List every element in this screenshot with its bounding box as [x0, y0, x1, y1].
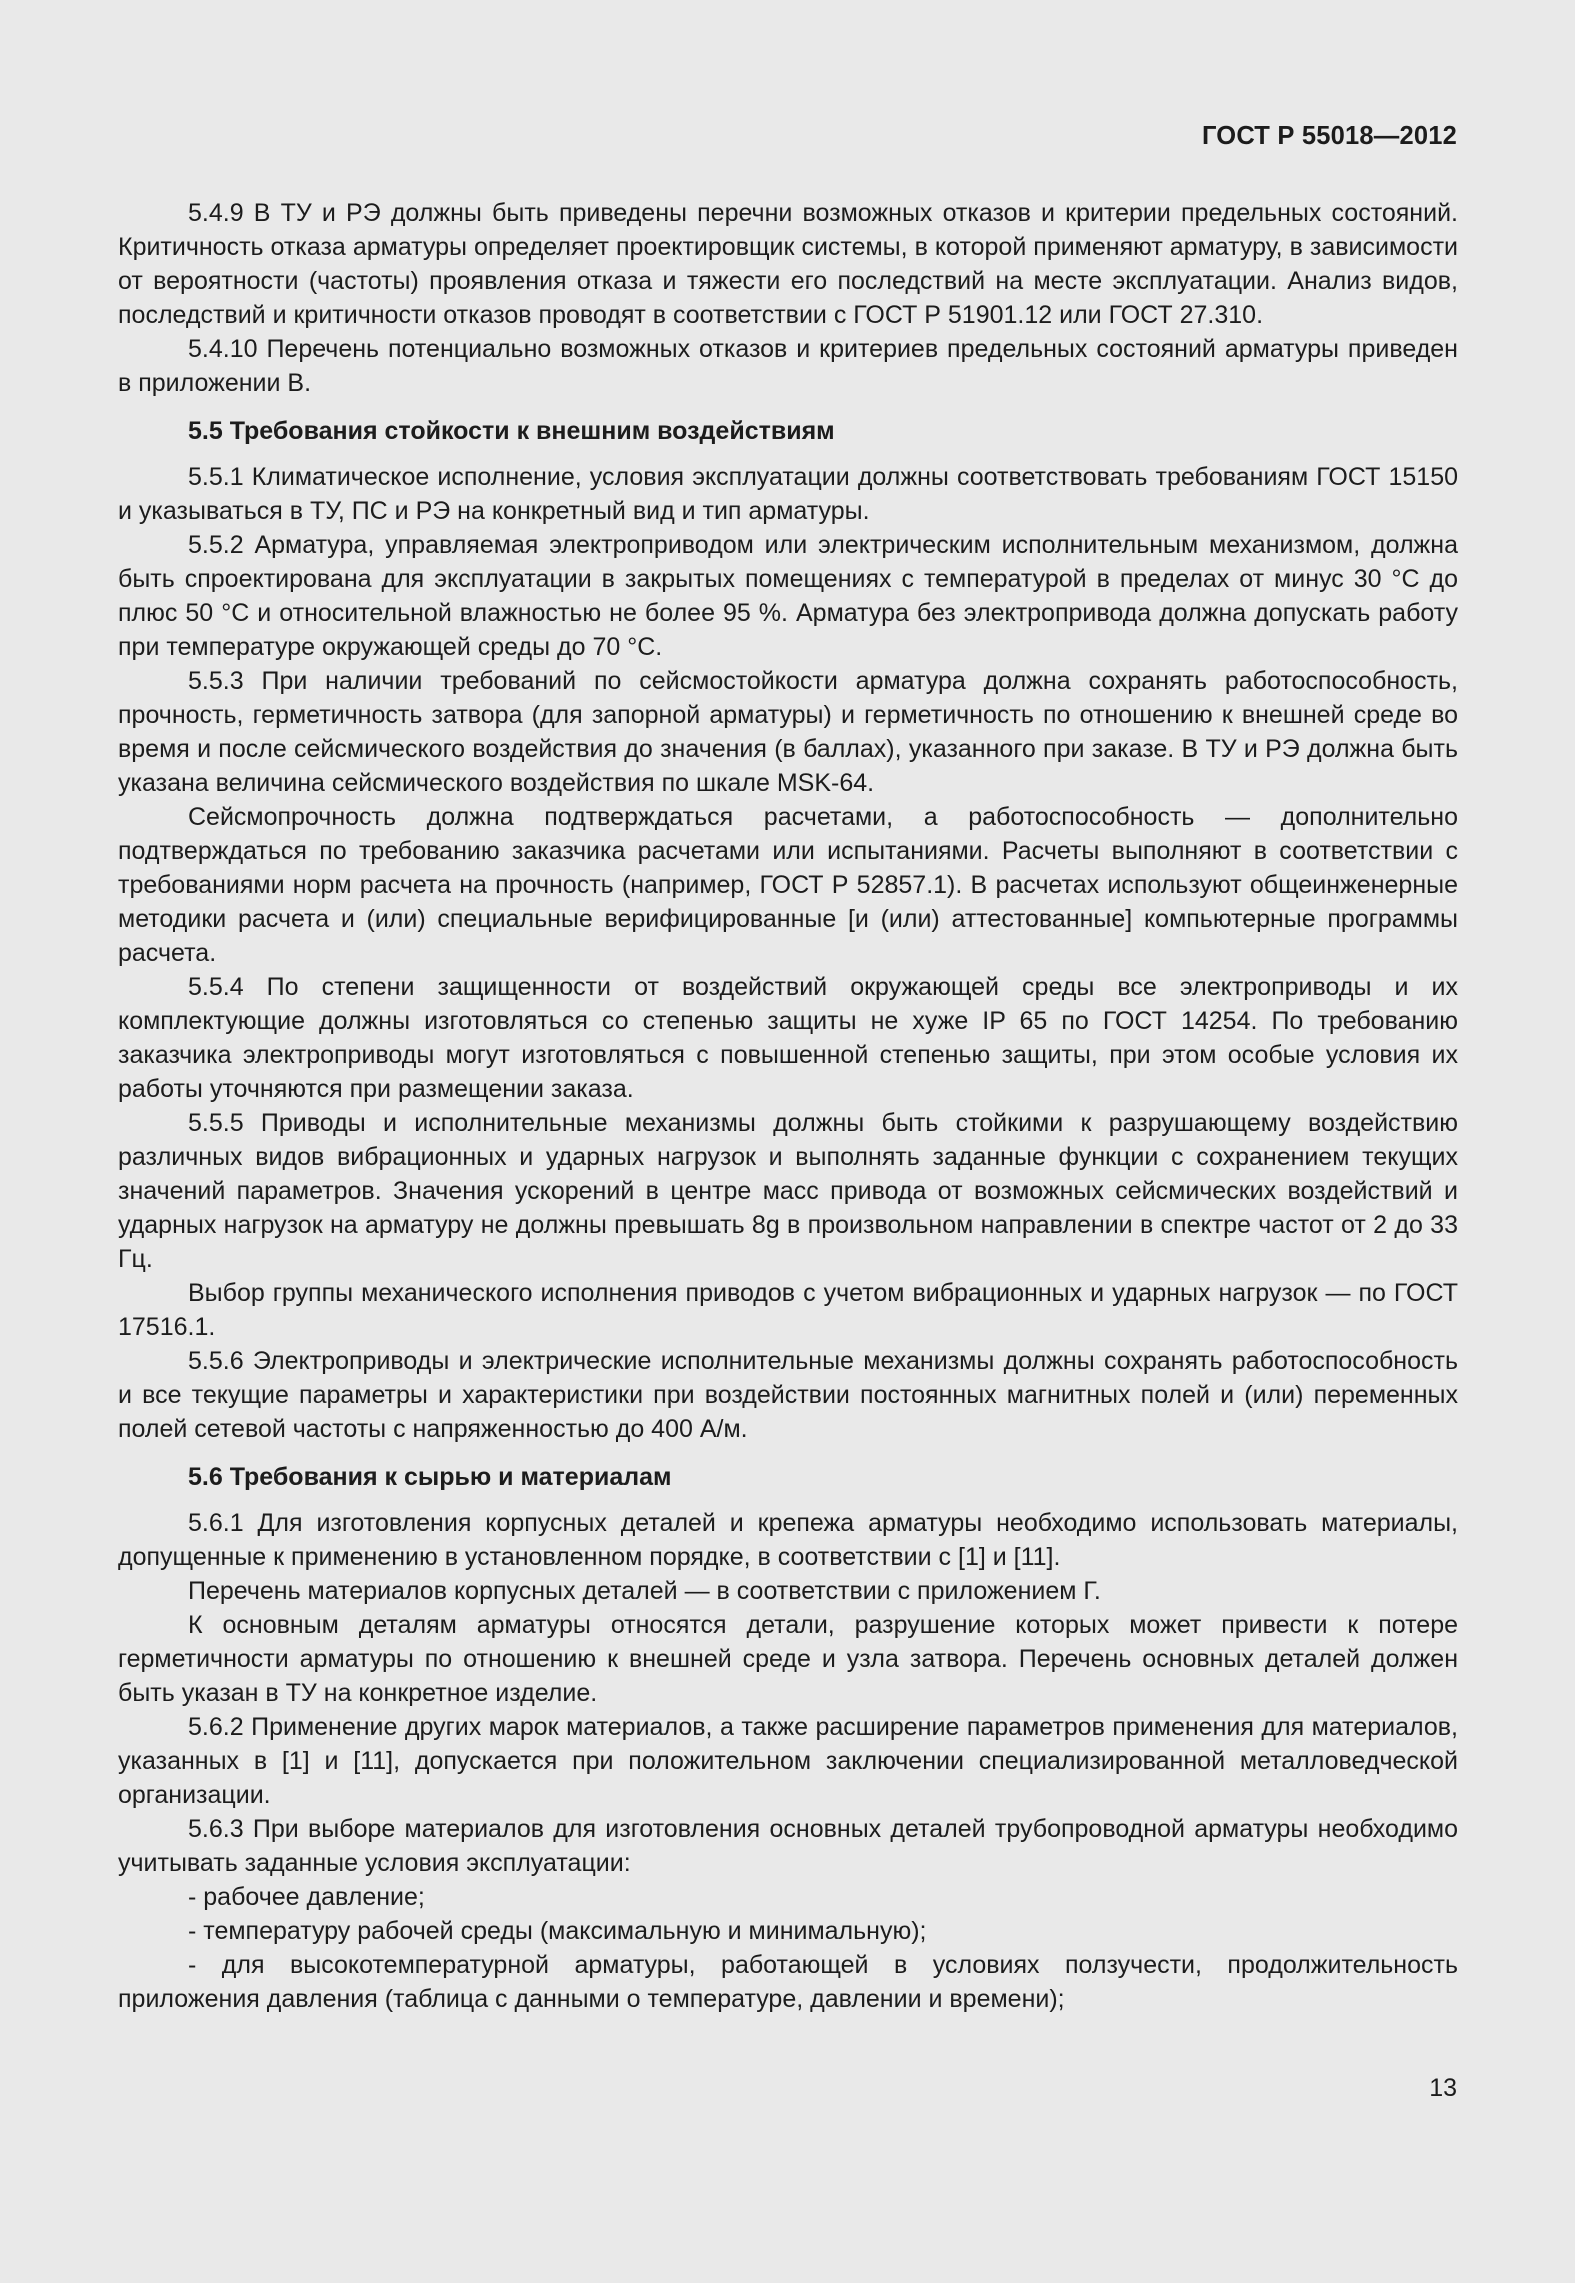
paragraph-5-5-3: 5.5.3 При наличии требований по сейсмостойкости арматура должна сохранять работоспособность, прочность, герметичность затвора (для запорной арматуры) и герметичность по отношению к внешней среде во время и после сейсмического воздействия до значения (в баллах), указанного при заказе. В ТУ и РЭ должна быть указана величина сейсмического воздействия по шкале MSK-64. — [118, 667, 1458, 797]
list-item-pressure: - рабочее давление; — [188, 1883, 425, 1911]
paragraph-mechanical-group: Выбор группы механического исполнения приводов с учетом вибрационных и ударных нагрузок — по ГОСТ 17516.1. — [118, 1279, 1458, 1341]
document-standard-id: ГОСТ Р 55018—2012 — [1201, 122, 1457, 150]
paragraph-5-5-4: 5.5.4 По степени защищенности от воздействий окружающей среды все электроприводы и их комплектующие должны изготовляться со степенью защиты не хуже IP 65 по ГОСТ 14254. По требованию заказчика электроприводы могут изготовляться с повышенной степенью защиты, при этом особые условия их работы уточняются при размещении заказа. — [118, 973, 1458, 1103]
section-heading-5-5: 5.5 Требования стойкости к внешним воздействиям — [188, 417, 835, 445]
paragraph-5-5-6: 5.5.6 Электроприводы и электрические исполнительные механизмы должны сохранять работоспособность и все текущие параметры и характеристики при воздействии постоянных магнитных полей и (или) переменных полей сетевой частоты с напряженностью до 400 А/м. — [118, 1347, 1458, 1443]
paragraph-5-6-3: 5.6.3 При выборе материалов для изготовления основных деталей трубопроводной арматуры необходимо учитывать заданные условия эксплуатации: — [118, 1815, 1458, 1877]
list-item-temperature: - температуру рабочей среды (максимальную и минимальную); — [188, 1917, 927, 1945]
paragraph-materials-list: Перечень материалов корпусных деталей — в соответствии с приложением Г. — [188, 1577, 1101, 1605]
paragraph-5-4-9: 5.4.9 В ТУ и РЭ должны быть приведены перечни возможных отказов и критерии предельных состояний. Критичность отказа арматуры определяет проектировщик системы, в которой применяют арматуру, в зависимости от вероятности (частоты) проявления отказа и тяжести его последствий на месте эксплуатации. Анализ видов, последствий и критичности отказов проводят в соответствии с ГОСТ Р 51901.12 или ГОСТ 27.310. — [118, 199, 1458, 329]
paragraph-main-parts: К основным деталям арматуры относятся детали, разрушение которых может привести к потере герметичности арматуры по отношению к внешней среде и узла затвора. Перечень основных деталей должен быть указан в ТУ на конкретное изделие. — [118, 1611, 1458, 1707]
section-heading-5-6: 5.6 Требования к сырью и материалам — [188, 1463, 672, 1491]
paragraph-5-6-1: 5.6.1 Для изготовления корпусных деталей и крепежа арматуры необходимо использовать материалы, допущенные к применению в установленном порядке, в соответствии с [1] и [11]. — [118, 1509, 1458, 1571]
document-body — [118, 196, 1458, 2016]
list-item-high-temp: - для высокотемпературной арматуры, работающей в условиях ползучести, продолжительность приложения давления (таблица с данными о температуре, давлении и времени); — [118, 1951, 1458, 2013]
paragraph-5-6-2: 5.6.2 Применение других марок материалов, а также расширение параметров применения для материалов, указанных в [1] и [11], допускается при положительном заключении специализированной металловедческой организации. — [118, 1713, 1458, 1809]
paragraph-seismic-strength: Сейсмопрочность должна подтверждаться расчетами, а работоспособность — дополнительно подтверждаться по требованию заказчика расчетами или испытаниями. Расчеты выполняют в соответствии с требованиями норм расчета на прочность (например, ГОСТ Р 52857.1). В расчетах используют общеинженерные методики расчета и (или) специальные верифицированные [и (или) аттестованные] компьютерные программы расчета. — [118, 803, 1458, 967]
page-number: 13 — [1429, 2074, 1457, 2102]
paragraph-5-5-2: 5.5.2 Арматура, управляемая электроприводом или электрическим исполнительным механизмом, должна быть спроектирована для эксплуатации в закрытых помещениях с температурой в пределах от минус 30 °C до плюс 50 °C и относительной влажностью не более 95 %. Арматура без электропривода должна допускать работу при температуре окружающей среды до 70 °C. — [118, 531, 1458, 661]
paragraph-5-5-5: 5.5.5 Приводы и исполнительные механизмы должны быть стойкими к разрушающему воздействию различных видов вибрационных и ударных нагрузок и выполнять заданные функции с сохранением текущих значений параметров. Значения ускорений в центре масс привода от возможных сейсмических воздействий и ударных нагрузок на арматуру не должны превышать 8g в произвольном направлении в спектре частот от 2 до 33 Гц. — [118, 1109, 1458, 1273]
paragraph-5-5-1: 5.5.1 Климатическое исполнение, условия эксплуатации должны соответствовать требованиям ГОСТ 15150 и указываться в ТУ, ПС и РЭ на конкретный вид и тип арматуры. — [118, 463, 1458, 525]
paragraph-5-4-10: 5.4.10 Перечень потенциально возможных отказов и критериев предельных состояний арматуры приведен в приложении В. — [118, 335, 1458, 397]
